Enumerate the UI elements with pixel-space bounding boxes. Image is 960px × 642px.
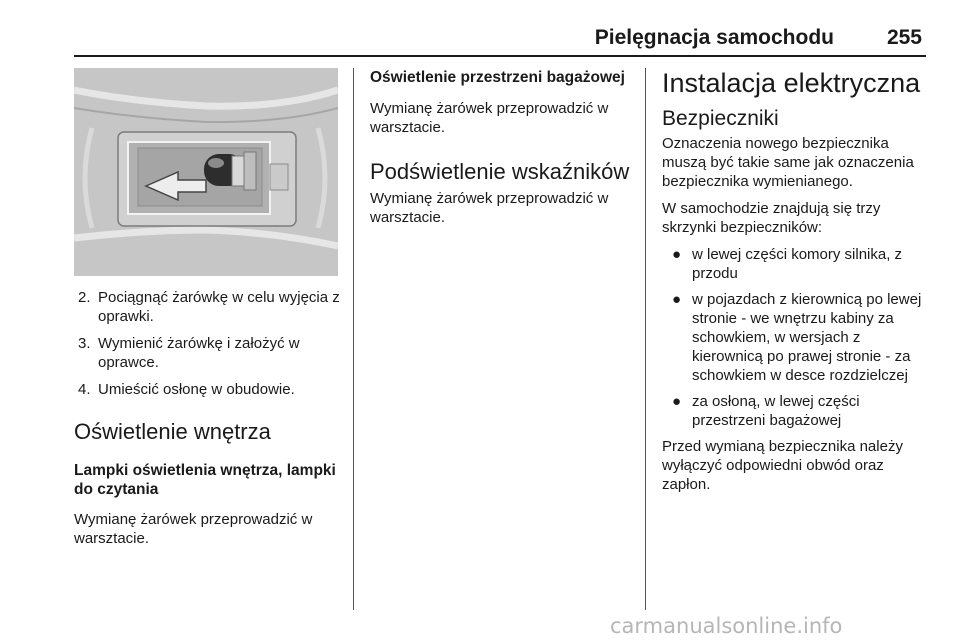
list-item: 4. Umieścić osłonę w obudowie. — [78, 381, 295, 398]
body-text: Oznaczenia nowego bezpiecznika muszą być takie same jak oznaczenia bezpiecznika wymienianego. — [662, 135, 914, 190]
bullet-icon: ● — [672, 291, 682, 308]
list-item: 2. Pociągnąć żarówkę w celu wyjęcia z oprawki. — [78, 289, 340, 325]
bulb-replacement-illustration — [74, 68, 338, 276]
list-item: ● w pojazdach z kierownicą po lewej stronie - we wnętrzu kabiny za schowkiem, w wersjach z kierownicą po prawej stronie - za schowkiem w desce rozdzielczej — [672, 291, 922, 384]
bullet-icon: ● — [672, 246, 682, 263]
body-text: Wymianę żarówek przeprowadzić w warsztacie. — [370, 190, 609, 226]
section-title-fuses: Bezpieczniki — [662, 107, 779, 130]
chapter-title: Instalacja elektryczna — [662, 68, 921, 98]
header-rule — [74, 55, 926, 57]
body-text: Wymianę żarówek przeprowadzić w warsztacie. — [74, 511, 313, 547]
body-text: Wymianę żarówek przeprowadzić w warsztacie. — [370, 100, 609, 136]
column-right — [662, 68, 930, 494]
column-divider-2 — [645, 68, 646, 610]
section-title-interior-lighting: Oświetlenie wnętrza — [74, 419, 271, 444]
bullet-icon: ● — [672, 393, 682, 410]
subsection-title-reading-lamps: Lampki oświetlenia wnętrza, lampki do czytania — [74, 462, 336, 498]
list-item: ● w lewej części komory silnika, z przodu — [672, 246, 903, 282]
page-header — [0, 26, 922, 56]
column-middle — [370, 68, 632, 227]
watermark-text: carmanualsonline.info — [610, 614, 843, 638]
list-item: ● za osłoną, w lewej części przestrzeni bagażowej — [672, 393, 860, 429]
page-number: 255 — [886, 26, 922, 49]
running-title: Pielęgnacja samochodu — [594, 26, 834, 49]
step-list — [74, 288, 342, 399]
illustration-svg — [74, 68, 338, 276]
column-divider-1 — [353, 68, 354, 610]
body-text: Przed wymianą bezpiecznika należy wyłączyć odpowiedni obwód oraz zapłon. — [662, 438, 903, 493]
subsection-title-trunk-lighting: Oświetlenie przestrzeni bagażowej — [370, 69, 625, 86]
body-text: W samochodzie znajdują się trzy skrzynki bezpieczników: — [662, 200, 881, 236]
fuse-box-locations-list — [662, 245, 930, 430]
column-left — [74, 68, 342, 548]
list-item: 3. Wymienić żarówkę i założyć w oprawce. — [78, 335, 300, 371]
section-title-instrument-illumination: Podświetlenie wskaźników — [370, 159, 630, 184]
